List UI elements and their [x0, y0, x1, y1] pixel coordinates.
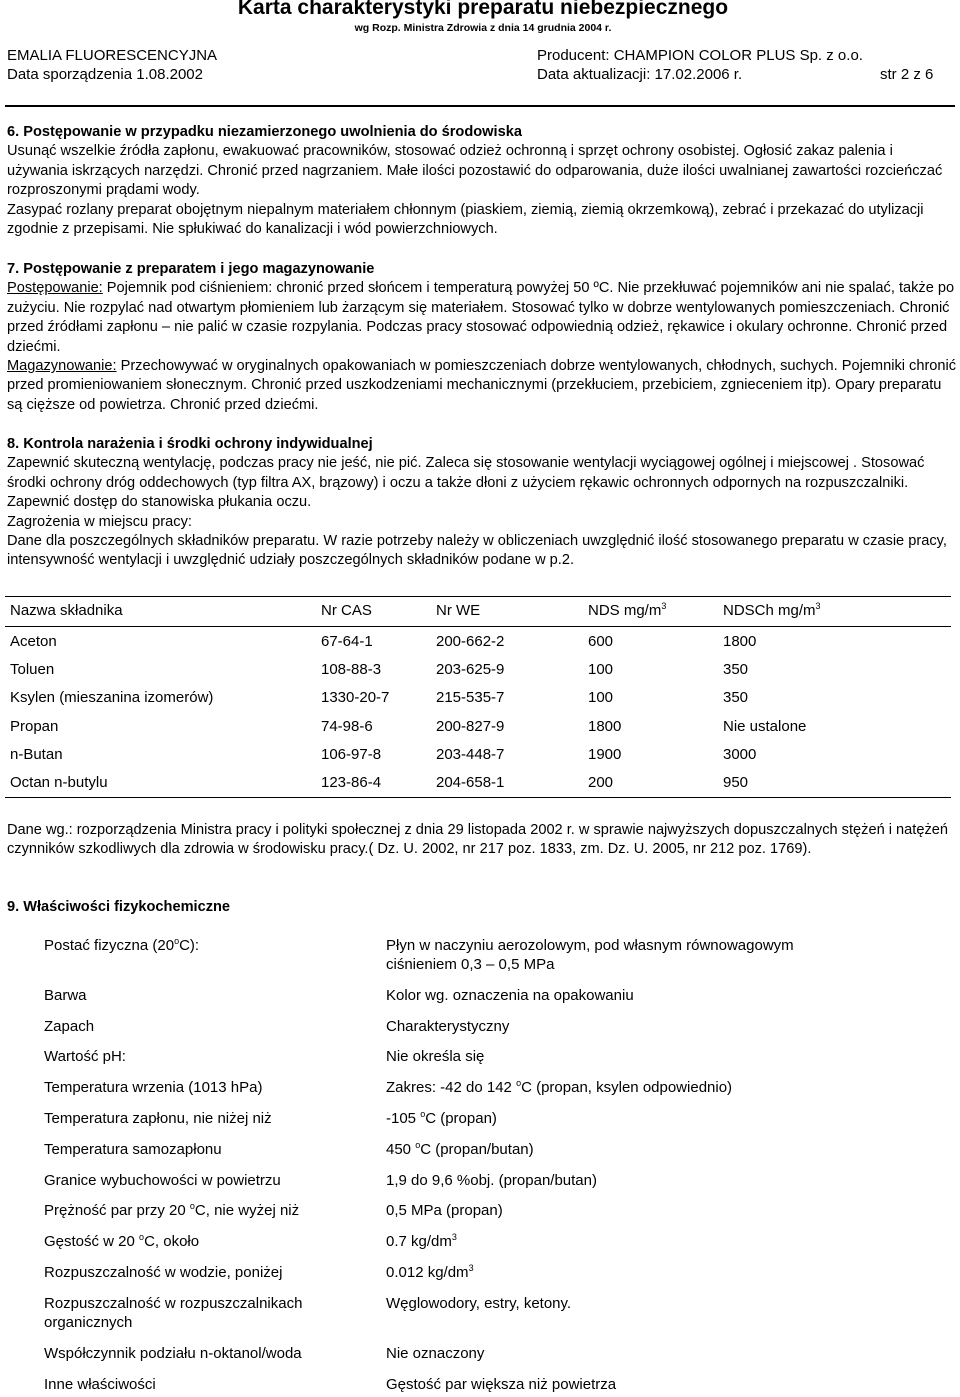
legal-basis-note: Dane wg.: rozporządzenia Ministra pracy i polityki społecznej z dnia 29 listopada 2002 r. w sprawie najwyższych dopuszczalnych stężeń i natężeń czynników szkodliwych dla zdrowia w środowisku pracy.( Dz. U. 2002, nr 217 poz. 1833, zm. Dz. U. 2005, nr 212 poz. 1769). — [7, 822, 948, 858]
cell-we: 215-535-7 — [436, 689, 505, 707]
table-row — [5, 655, 951, 683]
storage-label: Magazynowanie: — [7, 358, 117, 375]
cell-ndsch: 950 — [723, 773, 749, 791]
document-title: Karta charakterystyki preparatu niebezpiecznego — [237, 0, 729, 19]
property-label: Temperatura wrzenia (1013 hPa) — [44, 1079, 263, 1096]
property-label: Granice wybuchowości w powietrzu — [44, 1172, 281, 1189]
section-8-paragraph-1: Zapewnić skuteczną wentylację, podczas pracy nie jeść, nie pić. Zaleca się stosowanie wentylacji wyciągowej ogólnej i miejscowej . Stosować środki ochrony dróg oddechowych (typ filtra AX, brązowy) i oczu a także dłoni z użyciem rękawic ochronnych odpornych na rozpuszczalniki. Zapewnić dostęp do stanowiska płukania oczu. — [7, 455, 925, 511]
cell-cas: 123-86-4 — [321, 773, 382, 791]
cell-ndsch: 1800 — [723, 633, 757, 650]
property-value: Płyn w naczyniu aerozolowym, pod własnym równowagowym ciśnieniem 0,3 – 0,5 MPa — [386, 937, 794, 974]
product-name: EMALIA FLUORESCENCYJNA — [7, 47, 218, 64]
table-row — [5, 627, 951, 655]
cell-ndsch: Nie ustalone — [723, 717, 807, 735]
cell-nds: 1900 — [588, 745, 622, 763]
storage-text: Przechowywać w oryginalnych opakowaniach w pomieszczeniach dobrze wentylowanych, chłodnych, suchych. Pojemniki chronić przed promieniowaniem słonecznym. Chronić przed uszkodzeniami mechanicznymi (przekłuciem, przebiciem, zgnieceniem itp). Opary preparatu są cięższe od powietrza. Chronić przed dziećmi. — [7, 358, 957, 413]
table-row — [5, 768, 951, 796]
table-row — [5, 740, 951, 768]
property-label: Wartość pH: — [44, 1048, 126, 1065]
handling-text: Pojemnik pod ciśnieniem: chronić przed słońcem i temperaturą powyżej 50 ºC. Nie przekłuwać pojemników ani nie spalać, także po zużyciu. Nie rozpylać nad otwartym płomieniem lub żarzącym się materiałem. Stosować tylko w dobrze wentylowanych pomieszczeniach. Chronić przed źródłami zapłonu – nie palić w czasie rozpylania. Podczas pracy stosować odpowiednią odzież, rękawice i okulary ochronne. Chronić przed dziećmi. — [7, 280, 955, 355]
cell-cas: 1330-20-7 — [321, 689, 390, 707]
property-value: Nie określa się — [386, 1048, 485, 1065]
cell-nds: 600 — [588, 633, 614, 650]
property-value: Zakres: -42 do 142 $^o$C (propan, ksylen odpowiednio) — [386, 1078, 733, 1096]
property-label: Rozpuszczalność w rozpuszczalnikach organicznych — [44, 1295, 303, 1332]
table-row — [5, 712, 951, 740]
cell-nds: 1800 — [588, 717, 622, 735]
cell-cas: 67-64-1 — [321, 633, 373, 650]
cell-cas: 108-88-3 — [321, 661, 382, 679]
property-value: Węglowodory, estry, ketony. — [386, 1295, 572, 1312]
property-label: Rozpuszczalność w wodzie, poniżej — [44, 1264, 283, 1281]
section-9-heading: 9. Właściwości fizykochemiczne — [7, 899, 231, 915]
property-value: Kolor wg. oznaczenia na opakowaniu — [386, 987, 634, 1004]
property-value: 1,9 do 9,6 %obj. (propan/butan) — [386, 1172, 597, 1189]
cell-cas: 106-97-8 — [321, 745, 382, 763]
column-header-we: Nr WE — [436, 602, 481, 619]
section-8 — [7, 435, 957, 571]
property-label: Prężność par przy 20 $^o$C, nie wyżej niż — [44, 1201, 300, 1219]
property-value: 0,5 MPa (propan) — [386, 1202, 503, 1219]
section-8-paragraph-3: Dane dla poszczególnych składników preparatu. W razie potrzeby należy w obliczeniach uwzględnić ilość stosowanego preparatu w czasie pracy, intensywność wentylacji i uwzględnić udziały poszczególnych składników podane w p.2. — [7, 533, 947, 569]
column-header-cas: Nr CAS — [321, 602, 372, 619]
cell-we: 200-662-2 — [436, 633, 505, 650]
cell-nds: 200 — [588, 773, 614, 791]
storage-paragraph — [7, 357, 957, 415]
cell-name: Octan n-butylu — [10, 773, 108, 791]
property-label: Współczynnik podziału n-oktanol/woda — [44, 1345, 302, 1362]
section-7-heading: 7. Postępowanie z preparatem i jego magazynowanie — [7, 261, 375, 277]
property-label: Barwa — [44, 987, 87, 1004]
section-8-heading: 8. Kontrola narażenia i środki ochrony indywidualnej — [7, 436, 373, 452]
table-body — [5, 627, 951, 796]
property-value: Charakterystyczny — [386, 1018, 510, 1035]
section-6 — [7, 123, 957, 239]
producer: Producent: CHAMPION COLOR PLUS Sp. z o.o. — [537, 47, 863, 64]
header-divider — [5, 105, 955, 107]
document-subtitle: wg Rozp. Ministra Zdrowia z dnia 14 grudnia 2004 r. — [354, 22, 612, 34]
cell-name: Ksylen (mieszanina izomerów) — [10, 689, 214, 707]
section-6-paragraph-2: Zasypać rozlany preparat obojętnym niepalnym materiałem chłonnym (piaskiem, ziemią, ziemią okrzemkową), zebrać i przekazać do utylizacji zgodnie z przepisami. Nie spłukiwać do kanalizacji i wód powierzchniowych. — [7, 201, 924, 238]
property-label: Temperatura samozapłonu — [44, 1141, 222, 1158]
column-header-name: Nazwa składnika — [10, 602, 123, 619]
property-value: 450 $^o$C (propan/butan) — [386, 1140, 534, 1158]
column-header-nds: NDS $mg/m^3$ — [588, 601, 667, 619]
cell-name: Toluen — [10, 661, 55, 679]
cell-nds: 100 — [588, 661, 614, 679]
cell-cas: 74-98-6 — [321, 717, 373, 735]
property-value: 0.012 $kg/dm^3$ — [386, 1263, 474, 1281]
property-label: Zapach — [44, 1018, 95, 1035]
table-row — [5, 683, 951, 711]
table-bottom-border — [5, 797, 951, 798]
property-label: Postać fizyczna (20$^o$C): — [44, 936, 200, 954]
page-number: str 2 z 6 — [880, 66, 934, 83]
column-header-ndsch: NDSCh $mg/m^3$ — [723, 601, 821, 619]
update-date: Data aktualizacji: 17.02.2006 r. — [537, 66, 743, 83]
cell-name: n-Butan — [10, 745, 63, 763]
table-header-row — [5, 596, 951, 627]
exposure-limits-table — [5, 596, 951, 796]
cell-name: Aceton — [10, 633, 57, 650]
property-value: Nie oznaczony — [386, 1345, 485, 1362]
cell-ndsch: 350 — [723, 689, 749, 707]
cell-we: 203-625-9 — [436, 661, 505, 679]
section-7 — [7, 260, 957, 415]
cell-we: 200-827-9 — [436, 717, 505, 735]
cell-nds: 100 — [588, 689, 614, 707]
property-label: Inne właściwości — [44, 1376, 156, 1393]
cell-name: Propan — [10, 717, 59, 735]
cell-ndsch: 3000 — [723, 745, 757, 763]
cell-we: 203-448-7 — [436, 745, 505, 763]
cell-we: 204-658-1 — [436, 773, 505, 791]
property-value: 0.7 $kg/dm^3$ — [386, 1232, 457, 1250]
cell-ndsch: 350 — [723, 661, 749, 679]
handling-label: Postępowanie: — [7, 280, 103, 297]
section-8-paragraph-2: Zagrożenia w miejscu pracy: — [7, 513, 192, 530]
property-label: Temperatura zapłonu, nie niżej niż — [44, 1110, 272, 1127]
creation-date: Data sporządzenia 1.08.2002 — [7, 66, 203, 83]
property-label: Gęstość w 20 $^o$C, około — [44, 1232, 200, 1250]
section-6-heading: 6. Postępowanie w przypadku niezamierzonego uwolnienia do środowiska — [7, 124, 522, 140]
handling-paragraph — [7, 279, 957, 357]
property-value: Gęstość par większa niż powietrza — [386, 1376, 617, 1393]
property-value: -105 $^o$C (propan) — [386, 1109, 497, 1127]
section-6-paragraph-1: Usunąć wszelkie źródła zapłonu, ewakuować pracowników, stosować odzież ochronną i sprzęt ochrony osobistej. Ogłosić zakaz palenia i używania iskrzących narzędzi. Chronić przed nagrzaniem. Małe ilości pozostawić do odparowania, duże ilości uwalnianej zawartości rozcieńczać rozproszonymi prądami wody. — [7, 143, 943, 199]
